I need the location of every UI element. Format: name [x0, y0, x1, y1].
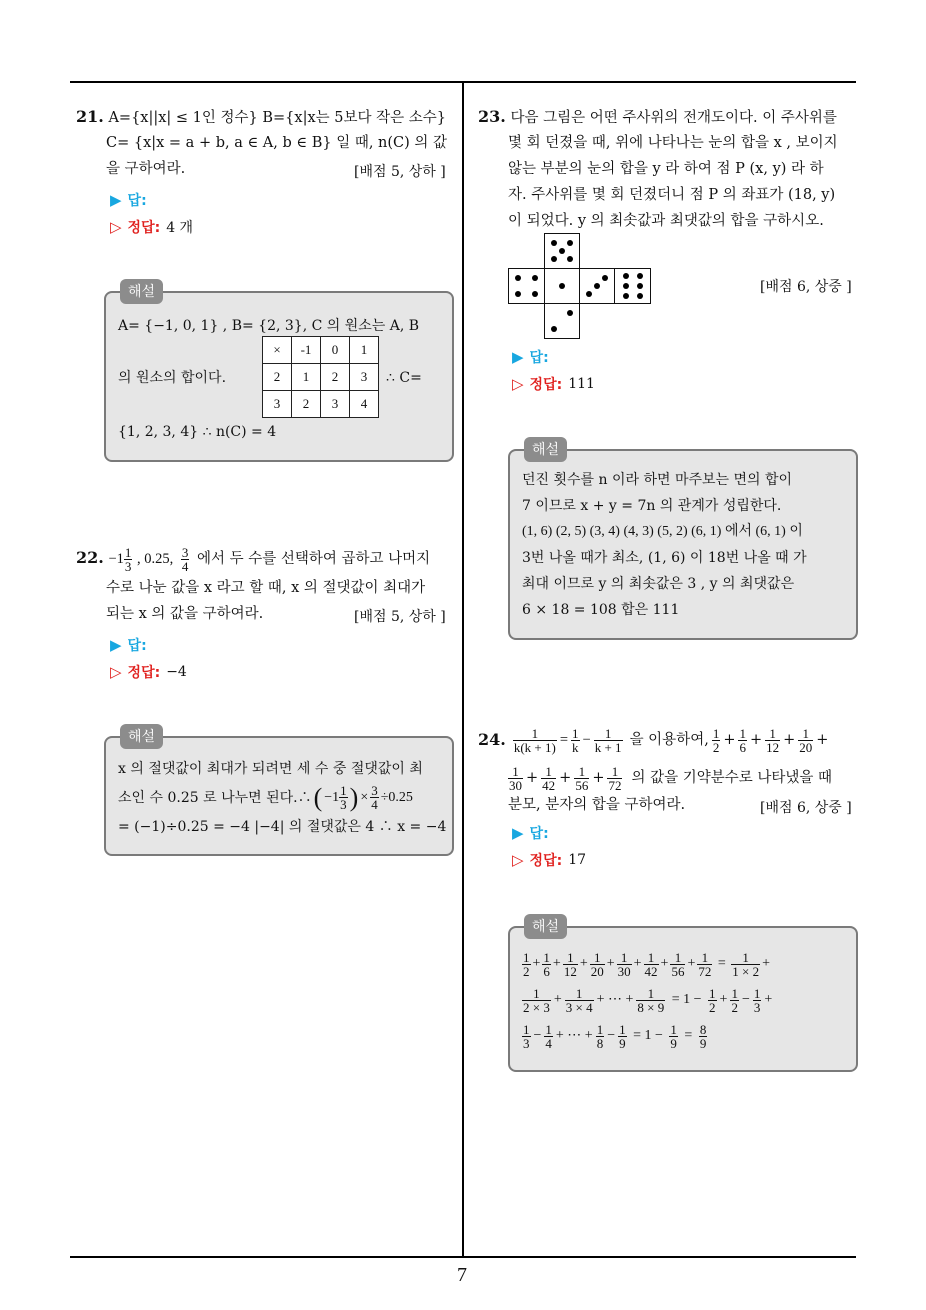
- q23-line2: 몇 회 던졌을 때, 위에 나타나는 눈의 합을 x , 보이지: [508, 135, 838, 151]
- q22-frac-den: 4: [181, 558, 189, 574]
- q22-number: 22.: [76, 548, 104, 567]
- correct-label: 정답:: [529, 853, 563, 869]
- q23-explanation-box: [508, 449, 858, 640]
- q24-explain-line3: $\frac{1}{3}$ − $\frac{1}{4}$ + ⋯ + $\frac{1}{8}$ − $\frac{1}{9}$ = 1 − $\frac{1}{9}$ = $\frac{8}{9}$: [523, 1021, 707, 1051]
- q21-explain-line2a: 의 원소의 합이다.: [118, 370, 227, 386]
- play-icon: ▶: [110, 636, 122, 654]
- table-row: [263, 391, 379, 418]
- table-cell: 3: [263, 391, 292, 418]
- q23-text-1: 다음 그림은 어떤 주사위의 전개도이다. 이 주사위를: [510, 110, 837, 126]
- answer-label: 답:: [529, 350, 549, 366]
- q21-line1: [76, 108, 446, 127]
- correct-label: 정답:: [529, 377, 563, 393]
- q22-explain-line2: 소인 수 0.25 로 나누면 된다.∴ ( −1 $\frac{1}{3}$ ) × $\frac{3}{4}$ ÷0.25: [118, 782, 413, 812]
- q21-line3: 을 구하여라.: [106, 161, 186, 177]
- q22-score: [배점 5, 상하 ]: [354, 609, 446, 625]
- q23-explain-line-1: 7 이므로 x + y = 7n 의 관계가 성립한다.: [522, 498, 782, 514]
- q24-explanation-box: [508, 926, 858, 1072]
- correct-label: 정답:: [127, 665, 161, 681]
- q24-line3: 분모, 분자의 합을 구하여라.: [508, 797, 686, 813]
- q21-text-1: A={x||x| ≤ 1인 정수} B={x|x는 5보다 작은 소수}: [108, 110, 446, 126]
- q22-explain-line2-tail: ÷0.25: [380, 789, 413, 805]
- table-cell: 2: [292, 391, 321, 418]
- q22-explain-line3: = (−1)÷0.25 = −4 |−4| 의 절댓값은 4 ∴ x = −4: [118, 819, 447, 835]
- q22-line3: 되는 x 의 값을 구하여라.: [106, 606, 264, 622]
- mixed-den: 3: [124, 558, 132, 574]
- q24-line1: 24. $\frac{1}{k(k + 1)}$ = $\frac{1}{k}$ − $\frac{1}{k + 1}$ 을 이용하여, $\frac{1}{2}$ + $\frac{1}{6}$ + $\frac{1}{12}$ + $\frac{1}{20}$ +: [478, 722, 828, 758]
- table-cell: 0: [321, 337, 350, 364]
- correct-label: 정답:: [127, 220, 161, 236]
- correct-value: −4: [166, 664, 187, 680]
- page-number: 7: [457, 1264, 467, 1286]
- play-outline-icon: ▷: [110, 218, 122, 236]
- table-row: [263, 337, 379, 364]
- q22-line2: 수로 나눈 값을 x 라고 할 때, x 의 절댓값이 최대가: [106, 580, 426, 596]
- table-cell: 2: [321, 364, 350, 391]
- table-cell: 1: [292, 364, 321, 391]
- q22-line1-rest: 에서 두 수를 선택하여 곱하고 나머지: [196, 551, 431, 567]
- q23-score: [배점 6, 상중 ]: [760, 279, 852, 295]
- die-face-right: [579, 268, 615, 304]
- q23-number: 23.: [478, 107, 506, 126]
- q22-correct-row: [110, 662, 187, 682]
- answer-label: 답:: [529, 826, 549, 842]
- die-face-top: [544, 233, 580, 269]
- q23-correct-row: [512, 374, 595, 394]
- bottom-rule: [70, 1256, 856, 1258]
- correct-value: 111: [568, 376, 595, 392]
- play-icon: ▶: [512, 824, 524, 842]
- table-cell: 3: [321, 391, 350, 418]
- q22-explain-line2-text: 소인 수 0.25 로 나누면 된다.∴: [118, 789, 312, 806]
- q22-fraction: [181, 546, 190, 573]
- play-outline-icon: ▷: [512, 851, 524, 869]
- q24-correct-row: [512, 850, 586, 870]
- mixed-num: 1: [124, 544, 132, 560]
- q24-line2: $\frac{1}{30}$ + $\frac{1}{42}$ + $\frac{1}{56}$ + $\frac{1}{72}$ 의 값을 기약분수로 나타냈을 때: [508, 760, 832, 796]
- q24-explain-tag: 해설: [524, 914, 567, 939]
- q22-mid: , 0.25,: [137, 551, 174, 567]
- q23-line5: 이 되었다. y 의 최솟값과 최댓값의 합을 구하시오.: [508, 213, 824, 229]
- mixed-whole: −1: [108, 551, 124, 567]
- q23-explain-line-5: 6 × 18 = 108 합은 111: [522, 602, 680, 618]
- q23-explain-line-3: 3번 나올 때가 최소, (1, 6) 이 18번 나올 때 가: [522, 550, 807, 566]
- q22-explain-tag: 해설: [120, 724, 163, 749]
- q23-line1: [478, 108, 837, 127]
- q24-line1-text: 을 이용하여,: [629, 732, 709, 748]
- q21-explain-line2b: ∴ C=: [386, 370, 422, 386]
- answer-label: 답:: [127, 638, 147, 654]
- q21-line2: C= {x|x = a + b, a ∈ A, b ∈ B} 일 때, n(C) 의 값: [106, 135, 448, 151]
- die-face-left: [508, 268, 545, 304]
- q21-explain-tag: 해설: [120, 279, 163, 304]
- table-cell: 4: [350, 391, 379, 418]
- q22-answer-row: [110, 635, 147, 655]
- mixed-fraction: [124, 546, 133, 573]
- die-face-center: [544, 268, 580, 304]
- play-icon: ▶: [512, 348, 524, 366]
- mixed-number: [108, 545, 132, 573]
- q21-explain-line3: {1, 2, 3, 4} ∴ n(C) = 4: [118, 424, 277, 440]
- correct-value: 4 개: [166, 220, 194, 236]
- table-cell: ×: [263, 337, 292, 364]
- q22-explain-line1: x 의 절댓값이 최대가 되려면 세 수 중 절댓값이 최: [118, 761, 423, 777]
- q24-explain-line1: $\frac{1}{2}$ + $\frac{1}{6}$ + $\frac{1}{12}$ + $\frac{1}{20}$ + $\frac{1}{30}$ + $\frac{1}{42}$ + $\frac{1}{56}$ + $\frac{1}{72}$ = $\frac{1}{1 \times 2}$ +: [523, 949, 770, 979]
- q24-explain-line2: $\frac{1}{2 \times 3}$ + $\frac{1}{3 \times 4}$ + ⋯ + $\frac{1}{8 \times 9}$ = 1 − $\frac{1}{2}$ + $\frac{1}{2}$ − $\frac{1}{3}$ +: [523, 985, 773, 1015]
- die-face-far-right: [614, 268, 651, 304]
- q23-explain-line-2: (1, 6) (2, 5) (3, 4) (4, 3) (5, 2) (6, 1) 에서 (6, 1) 이: [522, 524, 803, 539]
- q21-answer-row: [110, 190, 147, 210]
- q23-explain-tag: 해설: [524, 437, 567, 462]
- die-face-bottom: [544, 303, 580, 339]
- table-cell: -1: [292, 337, 321, 364]
- q22-explanation-box: [104, 736, 454, 856]
- table-row: [263, 364, 379, 391]
- q23-explain-line-4: 최대 이므로 y 의 최솟값은 3 , y 의 최댓값은: [522, 576, 795, 592]
- q24-line2-text: 의 값을 기약분수로 나타냈을 때: [631, 770, 832, 786]
- q21-correct-row: [110, 217, 193, 237]
- play-outline-icon: ▷: [512, 375, 524, 393]
- table-cell: 1: [350, 337, 379, 364]
- q23-answer-row: [512, 347, 549, 367]
- q21-score: [배점 5, 상하 ]: [354, 164, 446, 180]
- play-icon: ▶: [110, 191, 122, 209]
- q24-answer-row: [512, 823, 549, 843]
- q24-score: [배점 6, 상중 ]: [760, 800, 852, 816]
- q23-explain-line-0: 던진 횟수를 n 이라 하면 마주보는 면의 합이: [522, 472, 793, 488]
- correct-value: 17: [568, 852, 587, 868]
- addition-table: [262, 336, 379, 418]
- q21-explain-line1: A= {−1, 0, 1} , B= {2, 3}, C 의 원소는 A, B: [118, 318, 420, 334]
- column-divider: [462, 81, 464, 1257]
- table-cell: 3: [350, 364, 379, 391]
- play-outline-icon: ▷: [110, 663, 122, 681]
- q23-line4: 자. 주사위를 몇 회 던졌더니 점 P 의 좌표가 (18, y): [508, 187, 836, 203]
- answer-label: 답:: [127, 193, 147, 209]
- q23-line3: 않는 부분의 눈의 합을 y 라 하여 점 P (x, y) 라 하: [508, 161, 824, 177]
- table-cell: 2: [263, 364, 292, 391]
- q22-frac-num: 3: [181, 544, 189, 560]
- q21-number: 21.: [76, 107, 104, 126]
- q22-line1: [76, 544, 430, 573]
- q24-number: 24.: [478, 730, 506, 749]
- q21-explanation-box: [104, 291, 454, 462]
